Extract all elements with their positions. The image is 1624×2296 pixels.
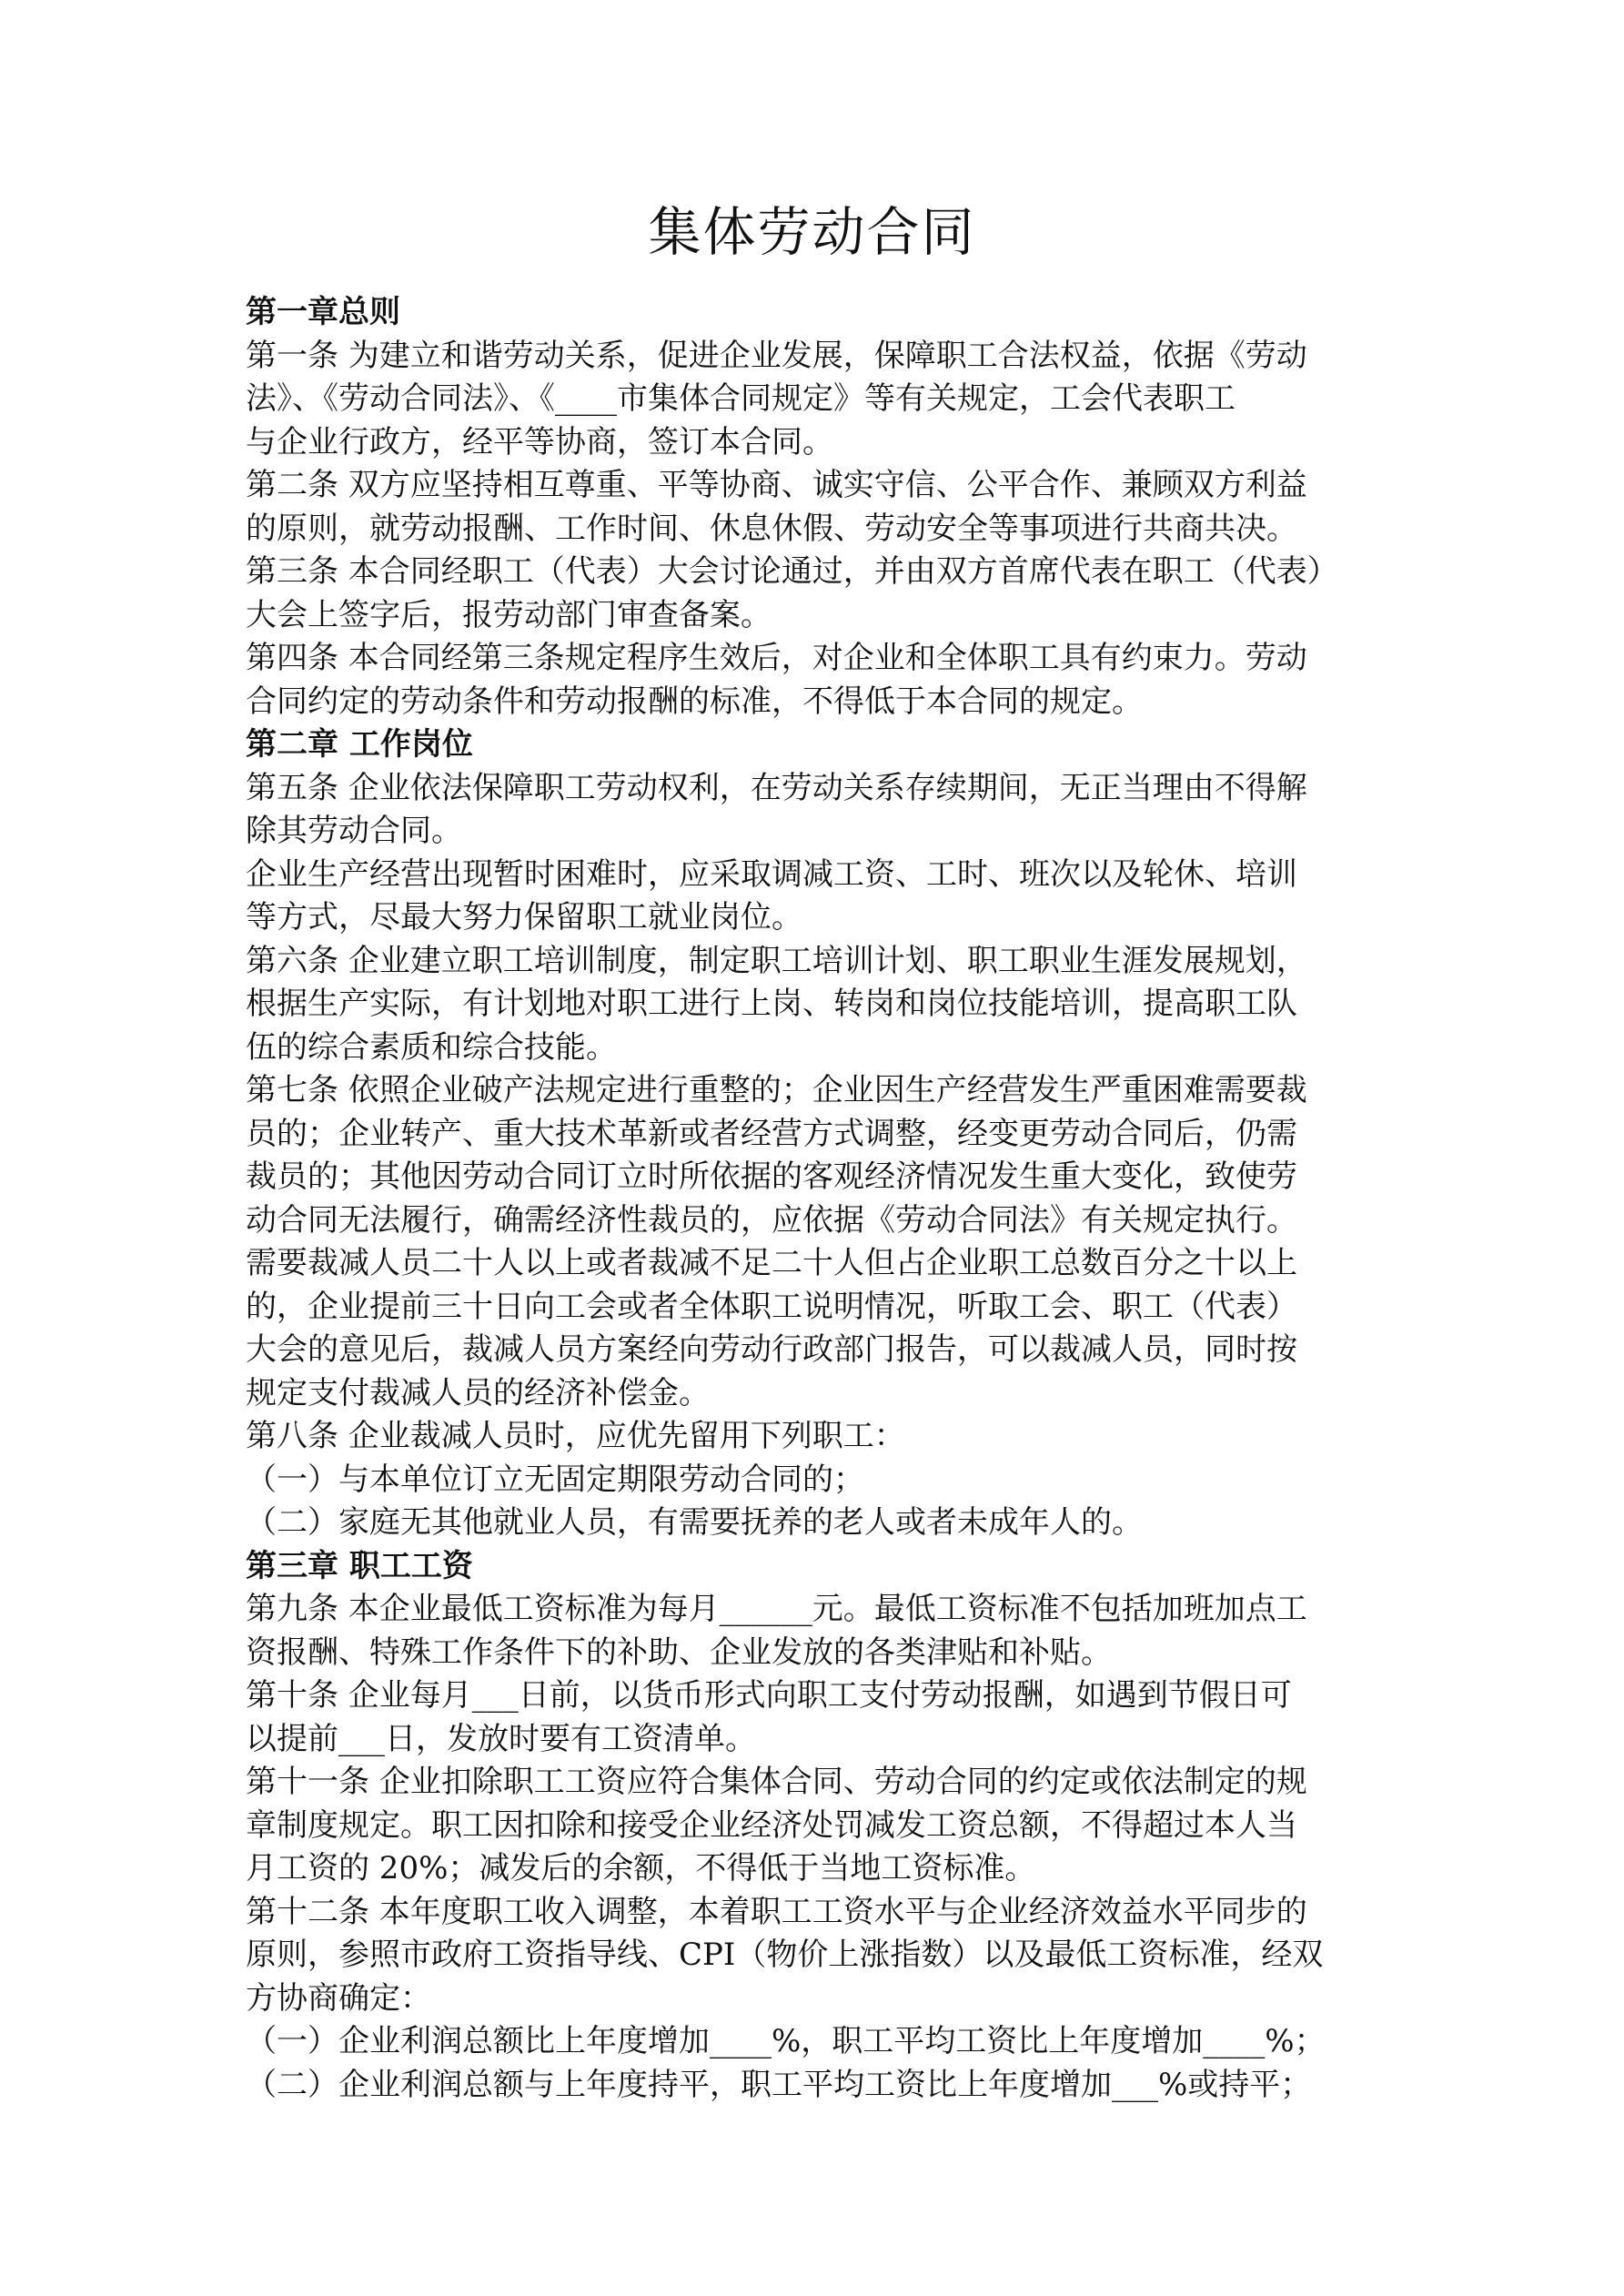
text-line: 第六条 企业建立职工培训制度，制定职工培训计划、职工职业生涯发展规划， bbox=[246, 942, 1307, 979]
text-line: 需要裁减人员二十人以上或者裁减不足二十人但占企业职工总数百分之十以上 bbox=[246, 1245, 1297, 1281]
text-line: 原则，参照市政府工资指导线、CPI（物价上涨指数）以及最低工资标准，经双 bbox=[246, 1937, 1324, 1973]
text-line: 除其劳动合同。 bbox=[246, 813, 462, 849]
text-line: 与企业行政方，经平等协商，签订本合同。 bbox=[246, 423, 833, 460]
text-line: 等方式，尽最大努力保留职工就业岗位。 bbox=[246, 899, 802, 936]
text-line: 月工资的 20%；减发后的余额，不得低于当地工资标准。 bbox=[246, 1850, 1036, 1886]
text-line: 第十二条 本年度职工收入调整，本着职工工资水平与企业经济效益水平同步的 bbox=[246, 1893, 1307, 1930]
text-line: 第九条 本企业最低工资标准为每月______元。最低工资标准不包括加班加点工 bbox=[246, 1591, 1307, 1627]
text-line: （二）家庭无其他就业人员，有需要抚养的老人或者未成年人的。 bbox=[246, 1504, 1143, 1541]
text-line: 章制度规定。职工因扣除和接受企业经济处罚减发工资总额，不得超过本人当 bbox=[246, 1806, 1297, 1844]
text-line: 第一条 为建立和谐劳动关系，促进企业发展，保障职工合法权益，依据《劳动 bbox=[246, 337, 1307, 374]
text-line: 第十条 企业每月___日前，以货币形式向职工支付劳动报酬，如遇到节假日可 bbox=[246, 1677, 1292, 1714]
text-line: 第五条 企业依法保障职工劳动权利，在劳动关系存续期间，无正当理由不得解 bbox=[246, 769, 1307, 806]
text-line: 的，企业提前三十日向工会或者全体职工说明情况，听取工会、职工（代表） bbox=[246, 1288, 1297, 1325]
text-line: 第八条 企业裁减人员时，应优先留用下列职工： bbox=[246, 1418, 905, 1454]
text-line: 企业生产经营出现暂时困难时，应采取调减工资、工时、班次以及轮休、培训 bbox=[246, 855, 1297, 893]
text-line: 合同约定的劳动条件和劳动报酬的标准，不得低于本合同的规定。 bbox=[246, 683, 1143, 720]
document-title: 集体劳动合同 bbox=[648, 201, 976, 263]
text-line: 伍的综合素质和综合技能。 bbox=[246, 1028, 617, 1066]
text-line: 以提前___日，发放时要有工资清单。 bbox=[246, 1720, 756, 1757]
document-body bbox=[246, 291, 1387, 2107]
text-line: 第七条 依照企业破产法规定进行重整的；企业因生产经营发生严重困难需要裁 bbox=[246, 1072, 1307, 1108]
text-line: 的原则，就劳动报酬、工作时间、休息休假、劳动安全等事项进行共商共决。 bbox=[246, 510, 1297, 547]
chapter-heading: 第一章总则 bbox=[246, 294, 400, 330]
text-line: 法》、《劳动合同法》、《____市集体合同规定》等有关规定，工会代表职工 bbox=[246, 380, 1236, 417]
text-line: 员的；企业转产、重大技术革新或者经营方式调整，经变更劳动合同后，仍需 bbox=[246, 1115, 1297, 1152]
text-line: 裁员的；其他因劳动合同订立时所依据的客观经济情况发生重大变化，致使劳 bbox=[246, 1158, 1297, 1195]
text-line: 第二条 双方应坚持相互尊重、平等协商、诚实守信、公平合作、兼顾双方利益 bbox=[246, 467, 1307, 503]
text-line: 方协商确定： bbox=[246, 1979, 431, 2017]
text-line: （二）企业利润总额与上年度持平，职工平均工资比上年度增加___%或持平； bbox=[246, 2066, 1312, 2103]
text-line: 根据生产实际，有计划地对职工进行上岗、转岗和岗位技能培训，提高职工队 bbox=[246, 986, 1297, 1022]
text-line: 动合同无法履行，确需经济性裁员的，应依据《劳动合同法》有关规定执行。 bbox=[246, 1201, 1297, 1239]
text-line: 第三条 本合同经职工（代表）大会讨论通过，并由双方首席代表在职工（代表） bbox=[246, 553, 1338, 590]
text-line: 第四条 本合同经第三条规定程序生效后，对企业和全体职工具有约束力。劳动 bbox=[246, 640, 1307, 676]
text-line: 第十一条 企业扣除职工工资应符合集体合同、劳动合同的约定或依法制定的规 bbox=[246, 1764, 1307, 1800]
text-line: 资报酬、特殊工作条件下的补助、企业发放的各类津贴和补贴。 bbox=[246, 1633, 1112, 1671]
text-line: （一）与本单位订立无固定期限劳动合同的； bbox=[246, 1461, 864, 1498]
text-line: 规定支付裁减人员的经济补偿金。 bbox=[246, 1374, 710, 1411]
text-line: （一）企业利润总额比上年度增加____%，职工平均工资比上年度增加____%； bbox=[246, 2023, 1326, 2059]
chapter-heading: 第三章 职工工资 bbox=[246, 1547, 473, 1584]
text-line: 大会的意见后，裁减人员方案经向劳动行政部门报告，可以裁减人员，同时按 bbox=[246, 1331, 1297, 1368]
chapter-heading: 第二章 工作岗位 bbox=[246, 726, 473, 763]
text-line: 大会上签字后，报劳动部门审查备案。 bbox=[246, 596, 772, 633]
